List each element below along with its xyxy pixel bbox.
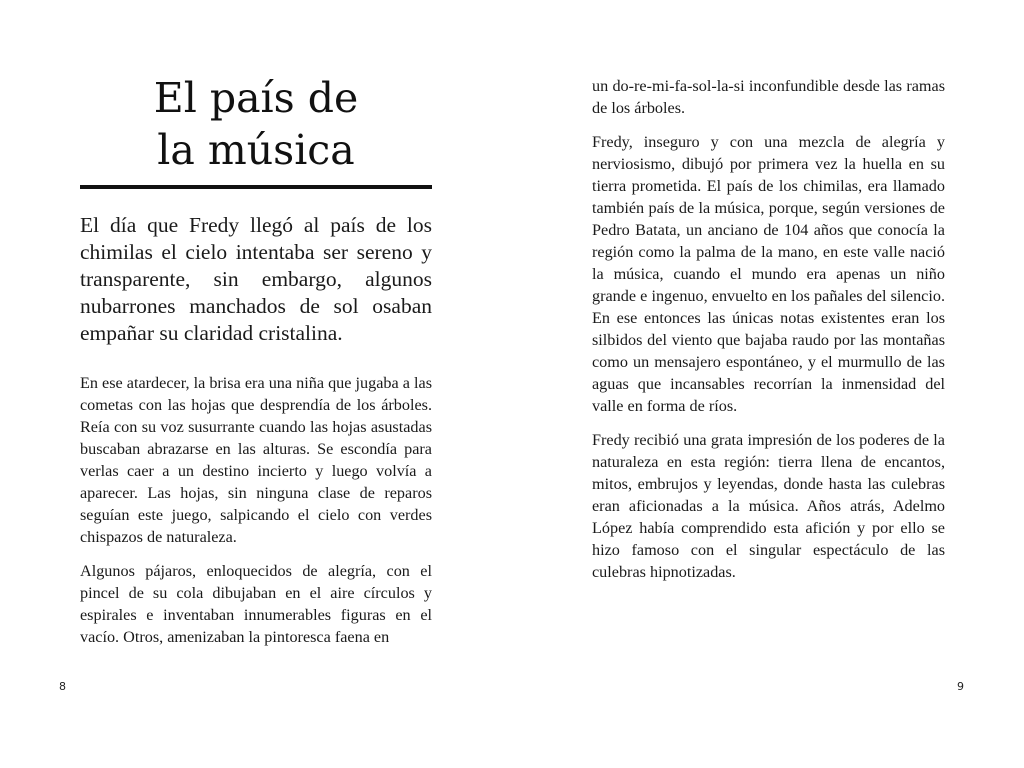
page-number-left: 8	[59, 680, 66, 693]
left-body-text	[80, 372, 432, 648]
page-number-right: 9	[957, 680, 964, 693]
body-paragraph: En ese atardecer, la brisa era una niña que jugaba a las cometas con las hojas que desprendía de los árboles. Reía con su voz susurrante cuando las hojas asustadas buscaban abrazarse en las alturas. Se escondía para verlas caer a un destino incierto y luego volvía a aparecer. Las hojas, sin ninguna clase de reparos seguían este juego, salpicando el cielo con verdes chispazos de naturaleza.	[80, 374, 432, 546]
right-page	[512, 0, 1024, 768]
chapter-title-line-1: El país de	[153, 74, 359, 122]
body-paragraph: Algunos pájaros, enloquecidos de alegría, con el pincel de su cola dibujaban en el aire círculos y espirales e inventaban innumerables figuras en el vacío. Otros, amenizaban la pintoresca faena en	[80, 562, 432, 646]
body-paragraph: Fredy, inseguro y con una mezcla de alegría y nerviosismo, dibujó por primera vez la huella en su tierra prometida. El país de los chimilas, era llamado también país de la música, porque, según versiones de Pedro Batata, un anciano de 104 años que conocía la región como la palma de la mano, en este valle nació la música, cuando el mundo era apenas un niño grande e ingenuo, envuelto en los pañales del silencio. En ese entonces las únicas notas existentes eran los silbidos del viento que bajaba raudo por las montañas como un mensajero espontáneo, y el murmullo de las aguas que incansables recorrían la inmensidad del valle en forma de ríos.	[592, 133, 945, 415]
chapter-title-line-2: la música	[157, 126, 355, 174]
body-paragraph: un do-re-mi-fa-sol-la-si inconfundible desde las ramas de los árboles.	[592, 77, 945, 117]
chapter-title	[80, 72, 432, 176]
title-divider	[80, 185, 432, 189]
lead-paragraph: El día que Fredy llegó al país de los chimilas el cielo intentaba ser sereno y transparente, sin embargo, algunos nubarrones manchados de sol osaban empañar su claridad cristalina.	[80, 213, 432, 345]
right-body-text	[592, 75, 945, 583]
body-paragraph: Fredy recibió una grata impresión de los poderes de la naturaleza en esta región: tierra llena de encantos, mitos, embrujos y leyendas, donde hasta las culebras eran aficionadas a la música. Años atrás, Adelmo López había comprendido esta afición y por ello se hizo famoso con el singular espectáculo de las culebras hipnotizadas.	[592, 431, 945, 581]
